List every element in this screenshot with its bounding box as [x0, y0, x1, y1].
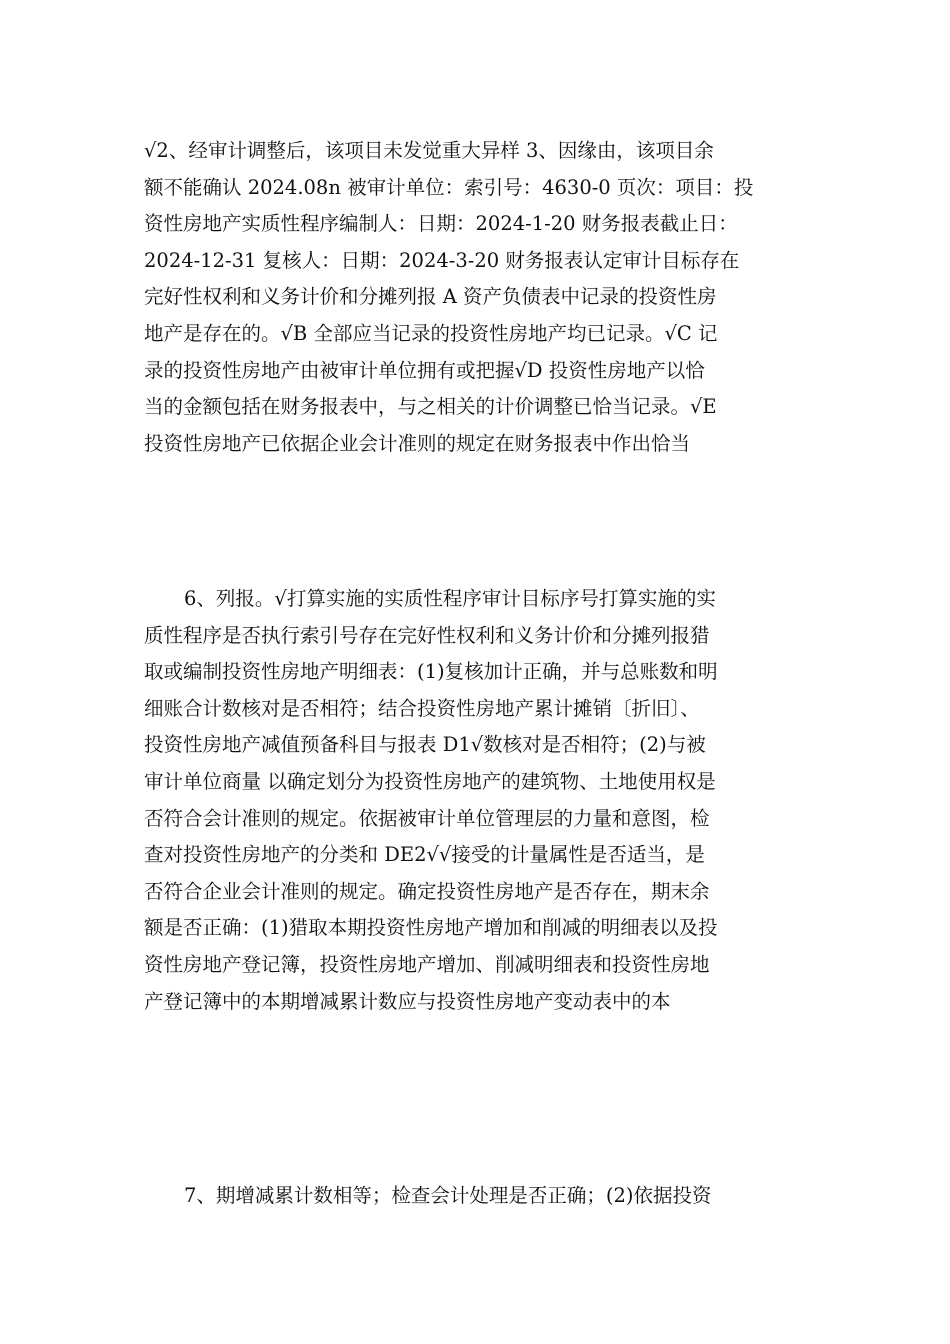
text-line: 2024-12-31 复核人：日期：2024-3-20 财务报表认定审计目标存在: [144, 248, 740, 272]
text-line: 产登记簿中的本期增减累计数应与投资性房地产变动表中的本: [144, 989, 671, 1013]
text-line: 否符合会计准则的规定。依据被审计单位管理层的力量和意图，检: [144, 806, 710, 830]
text-line: 否符合企业会计准则的规定。确定投资性房地产是否存在，期末余: [144, 879, 710, 903]
text-line: 录的投资性房地产由被审计单位拥有或把握√D 投资性房地产以恰: [144, 358, 705, 382]
text-line: 资性房地产登记簿，投资性房地产增加、削减明细表和投资性房地: [144, 952, 710, 976]
text-line: 投资性房地产已依据企业会计准则的规定在财务报表中作出恰当: [144, 431, 691, 455]
text-line: 资性房地产实质性程序编制人：日期：2024-1-20 财务报表截止日：: [144, 212, 738, 236]
text-line: 7、期增减累计数相等；检查会计处理是否正确；(2)依据投资: [184, 1184, 712, 1207]
text-line: 地产是存在的。√B 全部应当记录的投资性房地产均已记录。√C 记: [144, 321, 718, 345]
text-line: 细账合计数核对是否相符；结合投资性房地产累计摊销〔折旧〕、: [144, 696, 700, 720]
text-line: 查对投资性房地产的分类和 DE2√√接受的计量属性是否适当，是: [144, 843, 705, 867]
text-line: 额是否正确：(1)猎取本期投资性房地产增加和削减的明细表以及投: [144, 916, 718, 940]
paragraph-1: [144, 133, 808, 462]
text-line: 质性程序是否执行索引号存在完好性权利和义务计价和分摊列报猎: [144, 623, 710, 647]
text-line: 额不能确认 2024.08n 被审计单位：索引号：4630-0 页次：项目：投: [144, 175, 754, 199]
text-line: 6、列报。√打算实施的实质性程序审计目标序号打算实施的实: [184, 587, 716, 610]
text-line: 当的金额包括在财务报表中，与之相关的计价调整已恰当记录。√E: [144, 395, 717, 419]
text-line: 取或编制投资性房地产明细表：(1)复核加计正确，并与总账数和明: [144, 660, 718, 684]
paragraph-3: [144, 1178, 808, 1215]
text-line: 完好性权利和义务计价和分摊列报 A 资产负债表中记录的投资性房: [144, 285, 717, 309]
text-line: 审计单位商量 以确定划分为投资性房地产的建筑物、土地使用权是: [144, 769, 716, 793]
text-line: 投资性房地产减值预备科目与报表 D1√数核对是否相符；(2)与被: [144, 733, 706, 757]
paragraph-2: [144, 581, 808, 1020]
text-line: √2、经审计调整后，该项目未发觉重大异样 3、因缘由，该项目余: [144, 139, 714, 162]
